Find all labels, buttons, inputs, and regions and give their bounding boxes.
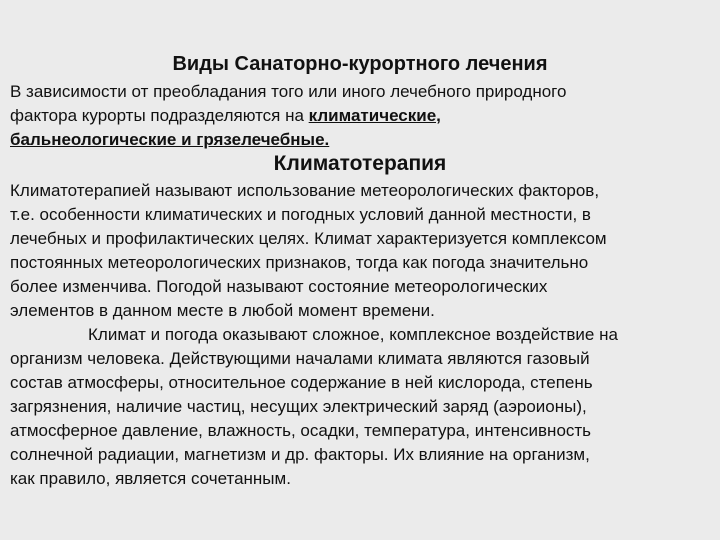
body-line: Климат и погода оказывают сложное, комплексное воздействие на — [88, 325, 618, 344]
body-line: как правило, является сочетанным. — [10, 469, 291, 488]
body-line: более изменчива. Погодой называют состояние метеорологических — [10, 277, 548, 296]
body-line: элементов в данном месте в любой момент времени. — [10, 301, 435, 320]
resort-types-highlight: бальнеологические и грязелечебные. — [10, 130, 330, 149]
body-text — [10, 179, 716, 491]
intro-line — [10, 104, 710, 128]
body-line: загрязнения, наличие частиц, несущих электрический заряд (аэроионы), — [10, 397, 587, 416]
section-heading: Климатотерапия — [273, 152, 447, 175]
body-line: организм человека. Действующими началами климата являются газовый — [10, 349, 590, 368]
slide-title: Виды Санаторно-курортного лечения — [172, 53, 548, 75]
body-line: атмосферное давление, влажность, осадки, температура, интенсивность — [10, 421, 592, 440]
intro-line: В зависимости от преобладания того или иного лечебного природного — [10, 82, 567, 101]
resort-types-highlight: климатические, — [308, 106, 441, 125]
body-line: т.е. особенности климатических и погодных условий данной местности, в — [10, 205, 591, 224]
body-line: состав атмосферы, относительное содержание в ней кислорода, степень — [10, 373, 593, 392]
body-line: Климатотерапией называют использование метеорологических факторов, — [10, 181, 600, 200]
body-line: лечебных и профилактических целях. Климат характеризуется комплексом — [10, 229, 607, 248]
intro-text: фактора курорты подразделяются на — [10, 106, 309, 125]
body-line: солнечной радиации, магнетизм и др. факторы. Их влияние на организм, — [10, 445, 590, 464]
body-line: постоянных метеорологических признаков, тогда как погода значительно — [10, 253, 589, 272]
intro-paragraph — [10, 80, 710, 152]
